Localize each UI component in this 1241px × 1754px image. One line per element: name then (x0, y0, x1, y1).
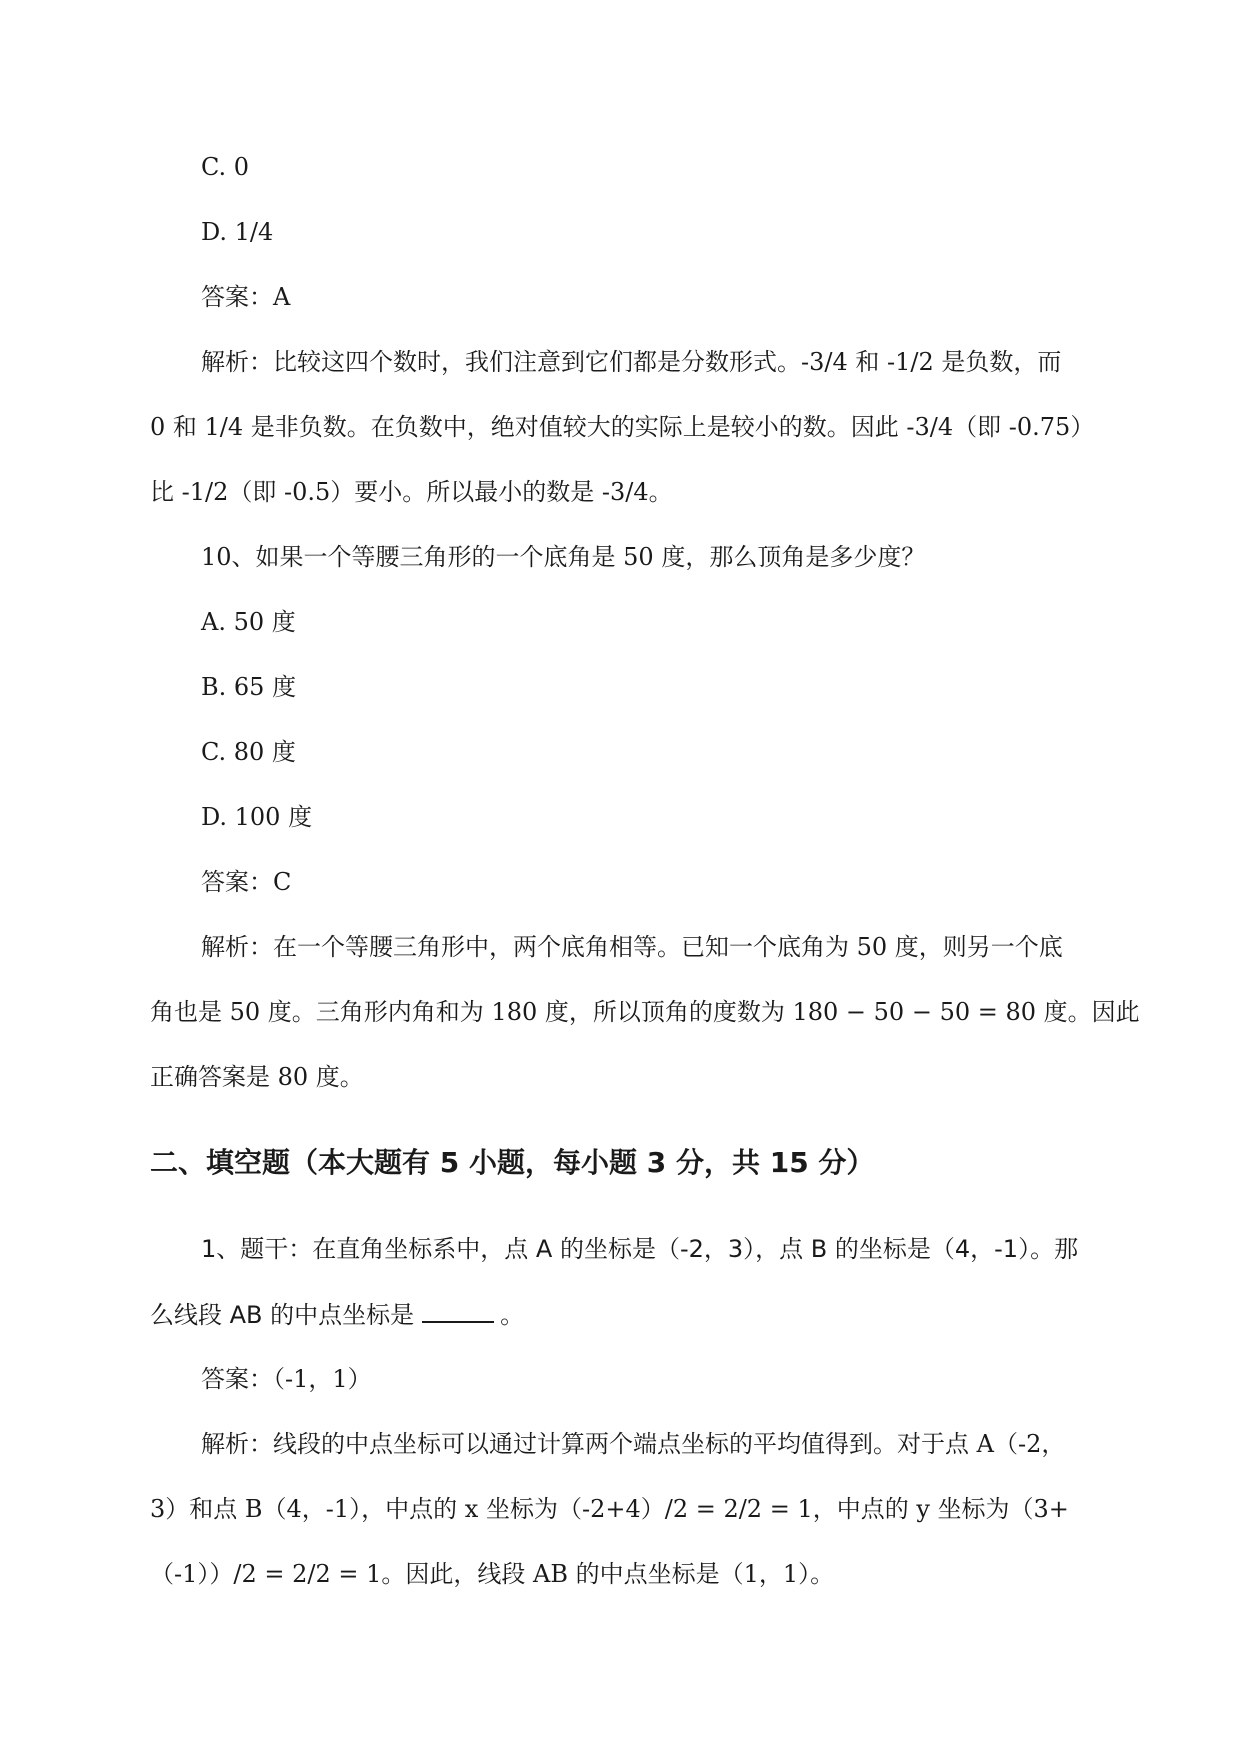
q10-answer: 答案：C (201, 868, 292, 896)
answer-blank (422, 1299, 494, 1323)
q10-option-a: A. 50 度 (201, 608, 296, 636)
q9-analysis-line-1: 解析：比较这四个数时，我们注意到它们都是分数形式。-3/4 和 -1/2 是负数，而 (201, 348, 1062, 376)
fill1-stem-suffix: 。 (500, 1301, 525, 1329)
fill1-analysis-line-1: 解析：线段的中点坐标可以通过计算两个端点坐标的平均值得到。对于点 A（-2， (201, 1430, 1066, 1458)
q10-option-b: B. 65 度 (201, 673, 297, 701)
q10-option-d: D. 100 度 (201, 803, 313, 831)
q9-answer: 答案：A (201, 283, 291, 311)
fill1-analysis-line-3: （-1））/2 = 2/2 = 1。因此，线段 AB 的中点坐标是（1，1）。 (150, 1560, 835, 1588)
q10-analysis-line-3: 正确答案是 80 度。 (150, 1063, 364, 1091)
fill1-stem-prefix: 么线段 AB 的中点坐标是 (150, 1301, 415, 1329)
section-heading: 二、填空题（本大题有 5 小题，每小题 3 分，共 15 分） (150, 1146, 875, 1179)
q10-option-c: C. 80 度 (201, 738, 296, 766)
fill1-stem-line-1: 1、题干：在直角坐标系中，点 A 的坐标是（-2，3），点 B 的坐标是（4，-1）。那 (201, 1235, 1079, 1263)
q10-stem: 10、如果一个等腰三角形的一个底角是 50 度，那么顶角是多少度？ (201, 543, 926, 571)
q9-option-d: D. 1/4 (201, 218, 274, 246)
fill1-stem-line-2 (150, 1299, 524, 1330)
q9-option-c: C. 0 (201, 153, 250, 181)
q10-analysis-line-1: 解析：在一个等腰三角形中，两个底角相等。已知一个底角为 50 度，则另一个底 (201, 933, 1063, 961)
q9-analysis-line-3: 比 -1/2（即 -0.5）要小。所以最小的数是 -3/4。 (150, 478, 673, 506)
q10-analysis-line-2: 角也是 50 度。三角形内角和为 180 度，所以顶角的度数为 180 − 50 − 50 = 80 度。因此 (150, 998, 1140, 1026)
fill1-answer: 答案：（-1，1） (201, 1365, 372, 1393)
fill1-analysis-line-2: 3）和点 B（4，-1），中点的 x 坐标为（-2+4）/2 = 2/2 = 1，中点的 y 坐标为（3+ (150, 1495, 1069, 1523)
q9-analysis-line-2: 0 和 1/4 是非负数。在负数中，绝对值较大的实际上是较小的数。因此 -3/4（即 -0.75） (150, 413, 1095, 441)
